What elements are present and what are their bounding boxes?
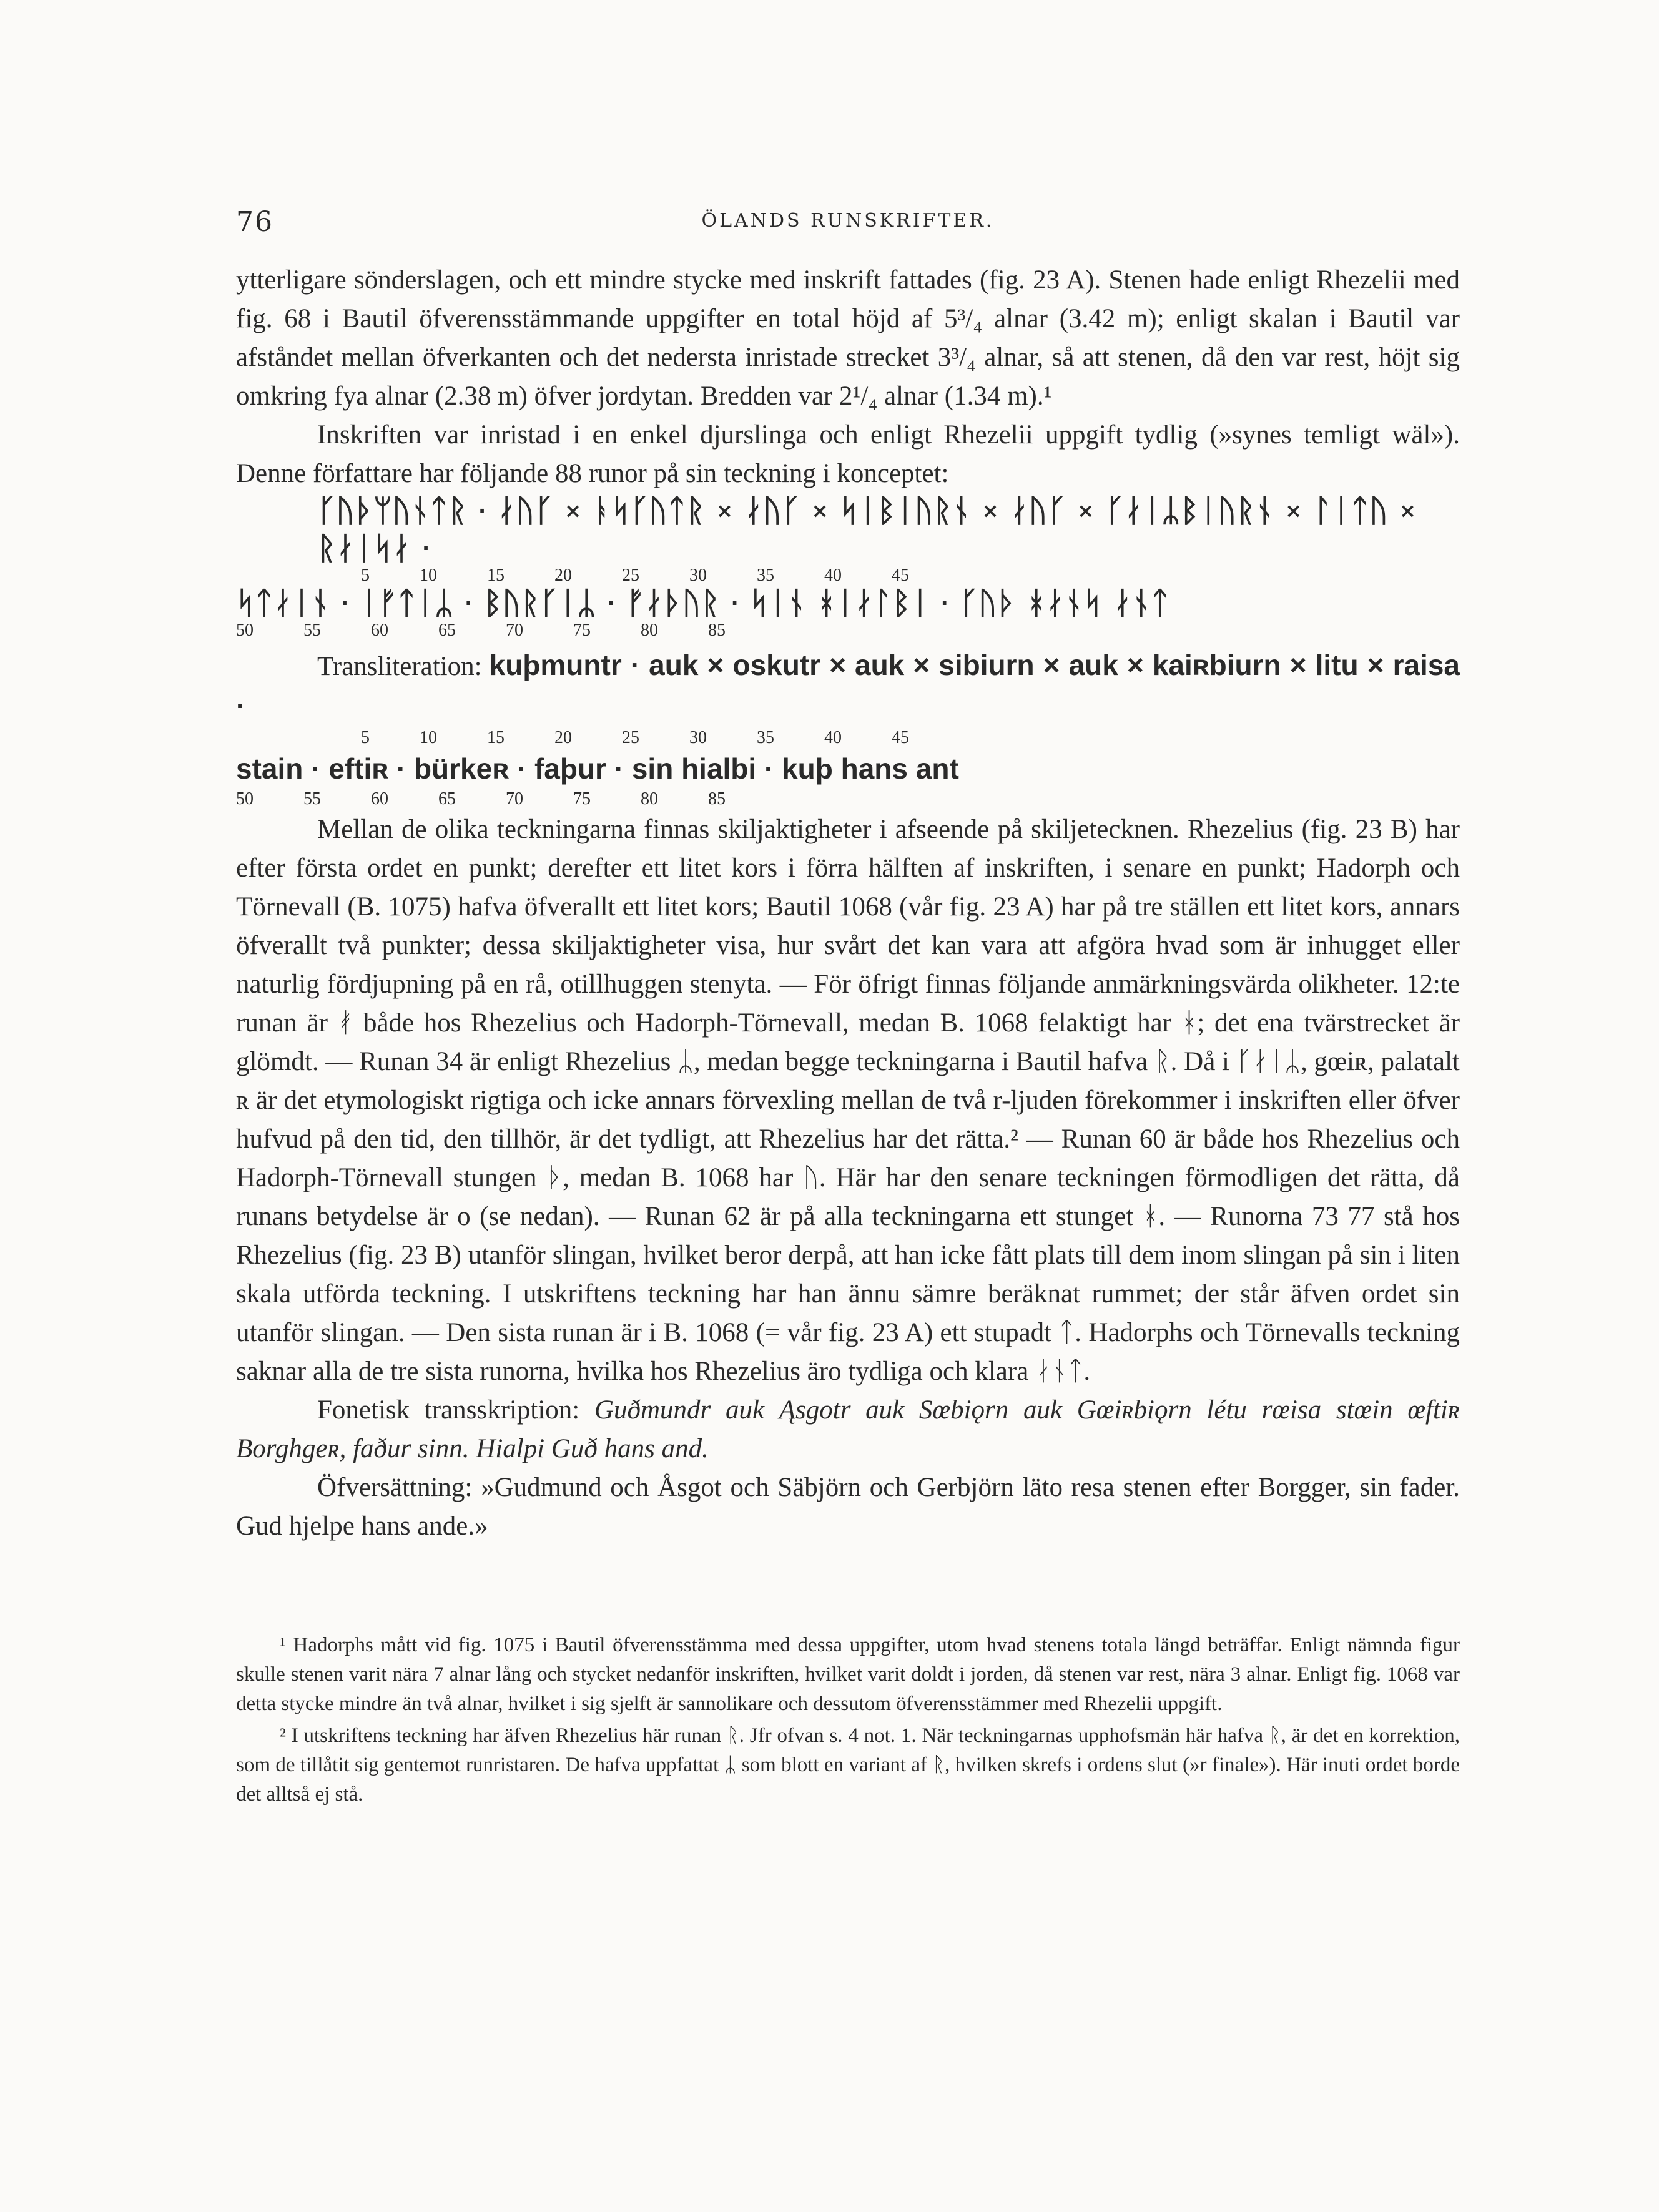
phonetic-text: Guðmundr auk Ąsgotr auk Sœbiǫrn auk Gœiʀbiǫrn létu rœisa stœin œftiʀ Borghgeʀ, faður sinn. Hialpi Guð hans and. [236,1395,1460,1463]
rune-number: 5 [361,566,370,585]
running-title: ÖLANDS RUNSKRIFTER. [701,210,995,232]
separator-dot: · [465,591,473,615]
rune-number: 80 [641,789,658,809]
rune-word: ᛅᚢᚴ [744,493,800,529]
paragraph-2: Inskriften var inristad i en enkel djurslinga och enligt Rhezelii uppgift tydlig (»synes temligt wäl»). Denne författare har följande 88 runor på sin teckning i konceptet: [236,420,1460,488]
rune-number: 85 [708,621,726,640]
page-number: 76 [236,206,273,238]
rune-number: 50 [236,789,254,809]
phonetic-label: Fonetisk transskription: [317,1395,580,1425]
rune-number: 80 [641,621,658,640]
footnotes [236,1631,1460,1809]
rune-word: ᚴᚢᚦ [959,585,1016,621]
separator-dot: · [478,499,486,523]
rune-number: 75 [573,789,591,809]
rune-number: 15 [487,566,505,585]
separator-cross: × [1399,499,1416,523]
rune-line-2 [236,587,1460,619]
rune-word: ᛋᛁᚾ [749,585,806,621]
page-header [236,206,1460,243]
rune-number: 15 [487,728,505,747]
rune-line-1 [236,494,1460,564]
transliteration-text-2: stain · eftiʀ · bürkeʀ · faþur · sin hialbi · kuþ hans ant [236,752,959,785]
rune-number: 20 [554,566,572,585]
transliteration-text-1: kuþmuntr · auk × oskutr × auk × sibiurn × auk × kaiʀbiurn × litu × raisa · [236,649,1460,722]
rune-word: ᛅᚢᚴ [497,493,554,529]
rune-number: 35 [757,728,774,747]
separator-cross: × [1285,499,1302,523]
rune-number: 35 [757,566,774,585]
transliteration-label: Transliteration: [317,652,482,681]
rune-word: ᚼᛁᛅᛚᛒᛁ [817,585,930,621]
separator-dot: · [607,591,615,615]
rune-word: ᚴᛅᛁᛦᛒᛁᚢᚱᚾ [1105,493,1274,529]
separator-cross: × [811,499,829,523]
paragraph-4 [236,1391,1460,1468]
rune-word: ᛁᚠᛏᛁᛦ [360,585,454,621]
separator-cross: × [564,499,581,523]
rune-number: 45 [892,566,909,585]
rune-number: 25 [622,728,639,747]
separator-dot: · [422,536,430,560]
rune-word: ᛅᚾᛏ [1113,585,1169,621]
paragraph-3: Mellan de olika teckningarna finnas skiljaktigheter i afseende på skiljetecknen. Rhezelius (fig. 23 B) har efter första ordet en punkt; derefter ett litet kors i förra hälften af inskriften, i senare en punkt; Hadorph och Törnevall (B. 1075) hafva öfverallt ett litet kors; Bautil 1068 (vår fig. 23 A) har på tre ställen ett litet kors, annars öfverallt två punkter; dessa skiljaktigheter visa, hur svårt det kan vara att afgöra hvad som är inhugget eller naturlig fördjupning på en rå, otillhuggen stenyta. — För öfrigt finnas följande anmärkningsvärda olikheter. 12:te runan är ᚯ både hos Rhezelius och Hadorph-Törnevall, medan B. 1068 felaktigt har ᚼ; det ena tvärstrecket är glömdt. — Runan 34 är enligt Rhezelius ᛦ, medan begge teckningarna i Bautil hafva ᚱ. Då i ᚴᛅᛁᛦ, gœiʀ, palatalt ʀ är det etymologiskt rigtiga och icke annars förvexling mellan de två r-ljuden förekommer i inskriften eller öfver hufvud på den tid, den tillhör, är det tydligt, att Rhezelius har det rätta.² — Runan 60 är både hos Rhezelius och Hadorph-Törnevall stungen ᚦ, medan B. 1068 har ᚢ. Här har den senare teckningen förmodligen det rätta, då runans betydelse är o (se nedan). — Runan 62 är på alla teckningarna ett stunget ᚼ. — Runorna 73 77 stå hos Rhezelius (fig. 23 B) utanför slingan, hvilket beror derpå, att han icke fått plats till dem inom slingan på sin i liten skala utförda teckning. I utskriftens teckning har han ännu sämre beräknat rummet; der står äfven ordet sin utanför slingan. — Den sista runan är i B. 1068 (= vår fig. 23 A) ett stupadt ᛏ. Hadorphs och Törnevalls teckning saknar alla de tre sista runorna, hvilka hos Rhezelius äro tydliga och klara ᛅᚾᛏ. [236,815,1460,1386]
rune-number: 85 [708,789,726,809]
paragraph-5: Öfversättning: »Gudmund och Åsgot och Säbjörn och Gerbjörn läto resa stenen efter Borgger, sin fader. Gud hjelpe hans ande.» [236,1473,1460,1541]
rune-number: 60 [371,621,388,640]
rune-number: 30 [689,566,707,585]
rune-number: 45 [892,728,909,747]
rune-word: ᛋᛏᛅᛁᚾ [236,585,330,621]
rune-number: 60 [371,789,388,809]
rune-number: 55 [303,789,321,809]
rune-number: 10 [420,566,437,585]
paragraph-1: ytterligare sönderslagen, och ett mindre stycke med inskrift fattades (fig. 23 A). Stenen hade enligt Rhezelii med fig. 68 i Bautil öfverensstämmande uppgifter en total höjd af 5³/₄ alnar (3.42 m); enligt skalan i Bautil var afståndet mellan öfverkanten och det nedersta inristade strecket 3³/₄ alnar, så att stenen, då den var rest, höjt sig omkring fya alnar (2.38 m) öfver jordytan. Bredden var 2¹/₄ alnar (1.34 m).¹ [236,265,1460,411]
rune-number: 40 [824,566,842,585]
rune-inscription [236,494,1460,642]
rune-number: 70 [506,789,523,809]
separator-cross: × [1077,499,1095,523]
rune-number: 40 [824,728,842,747]
rune-number: 55 [303,621,321,640]
rune-number: 75 [573,621,591,640]
rune-word: ᚭᛋᚴᚢᛏᚱ [592,493,705,529]
rune-number: 10 [420,728,437,747]
transliteration-numbers-1 [236,727,1460,749]
rune-number: 65 [438,789,456,809]
transliteration [236,646,1460,810]
rune-numbers-2 [236,619,1460,642]
separator-dot: · [940,591,948,615]
rune-number: 50 [236,621,254,640]
rune-numbers-1 [236,564,1460,587]
separator-cross: × [716,499,733,523]
rune-number: 70 [506,621,523,640]
rune-word: ᚴᚢᚦᛘᚢᚾᛏᚱ [317,493,467,529]
rune-word: ᛒᚢᚱᚴᛁᛦ [483,585,596,621]
main-text [236,261,1460,1546]
rune-number: 20 [554,728,572,747]
rune-word: ᚼᛅᚾᛋ [1026,585,1102,621]
rune-number: 30 [689,728,707,747]
rune-word: ᛋᛁᛒᛁᚢᚱᚾ [839,493,971,529]
rune-word: ᛚᛁᛏᚢ [1313,493,1389,529]
rune-number: 65 [438,621,456,640]
footnote-2: ² I utskriftens teckning har äfven Rhezelius här runan ᚱ. Jfr ofvan s. 4 not. 1. När teckningarnas upphofsmän här hafva ᚱ, är det en korrektion, som de tillåtit sig gentemot runristaren. De hafva uppfattat ᛦ som blott en variant af ᚱ, hvilken skrefs i ordens slut (»r finale»). Här inuti ordet borde det alltså ej stå. [236,1724,1460,1806]
rune-word: ᚱᛅᛁᛋᛅ [317,530,411,566]
rune-number: 5 [361,728,370,747]
rune-word: ᛅᚢᚴ [1010,493,1066,529]
separator-dot: · [341,591,349,615]
transliteration-line-1 [236,646,1460,727]
footnote-1: ¹ Hadorphs mått vid fig. 1075 i Bautil öfverensstämma med dessa uppgifter, utom hvad stenens totala längd beträffar. Enligt nämnda figur skulle stenen varit nära 7 alnar lång och stycket nedanför inskriften, hvilket varit doldt i jorden, då stenen var rest, nära 3 alnar. Enligt fig. 1068 var detta stycke mindre än två alnar, hvilket i sig sjelft är sannolikare och dessutom öfverensstämmer med Rhezelii uppgift. [236,1634,1460,1715]
separator-cross: × [982,499,999,523]
separator-dot: · [731,591,739,615]
rune-word: ᚠᛅᚦᚢᚱ [626,585,720,621]
rune-number: 25 [622,566,639,585]
transliteration-numbers-2 [236,788,1460,810]
